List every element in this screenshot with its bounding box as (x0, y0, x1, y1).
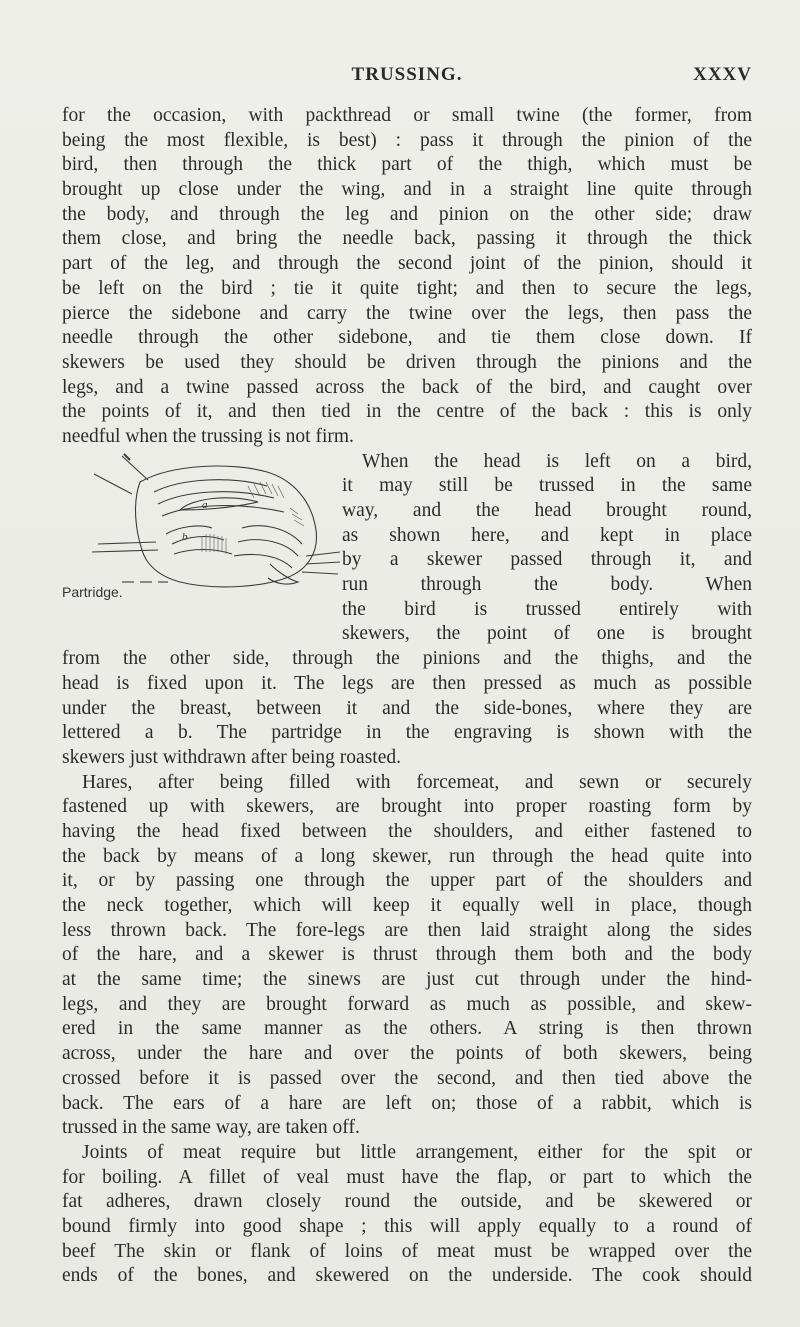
text-line: part of the leg, and through the second joint of the pinion, should it (62, 253, 752, 275)
text-line: Hares, after being filled with forcemeat, and sewn or securely (82, 771, 752, 793)
text-line: back. The ears of a hare are left on; those of a rabbit, which is (62, 1092, 752, 1114)
text-line: at the same time; the sinews are just cut through under the hind- (62, 969, 752, 991)
text-line: bound firmly into good shape ; this will apply equally to a round of (62, 1215, 752, 1237)
text-line: trussed in the same way, are taken off. (62, 1117, 360, 1139)
text-line: it, or by passing one through the upper part of the shoulders and (62, 870, 752, 892)
partridge-engraving (62, 452, 340, 598)
text-line: the back by means of a long skewer, run through the head quite into (62, 845, 752, 867)
text-line: being the most flexible, is best) : pass it through the pinion of the (62, 129, 752, 151)
text-line: the bird is trussed entirely with (342, 598, 752, 620)
text-line: legs, and they are brought forward as much as possible, and skew- (62, 993, 752, 1015)
text-line: crossed before it is passed over the second, and then tied above the (62, 1067, 752, 1089)
text-line: of the hare, and a skewer is thrust through them both and the body (62, 944, 752, 966)
text-line: head is fixed upon it. The legs are then pressed as much as possible (62, 672, 752, 694)
text-line: pierce the sidebone and carry the twine over the legs, then pass the (62, 302, 752, 324)
text-line: beef The skin or flank of loins of meat must be wrapped over the (62, 1240, 752, 1262)
body-text (62, 104, 752, 1289)
text-line: fastened up with skewers, are brought into proper roasting form by (62, 796, 752, 818)
text-line: run through the body. When (342, 574, 752, 596)
leg-letter-b: b (182, 530, 188, 543)
text-line: ends of the bones, and skewered on the underside. The cook should (62, 1265, 752, 1287)
text-line: be left on the bird ; tie it quite tight; and then to secure the legs, (62, 277, 752, 299)
text-line: fat adheres, drawn closely round the outside, and be skewered or (62, 1191, 752, 1213)
text-line: under the breast, between it and the side-bones, where they are (62, 697, 752, 719)
text-line: less thrown back. The fore-legs are then laid straight along the sides (62, 919, 752, 941)
text-line: from the other side, through the pinions and the thighs, and the (62, 648, 752, 670)
text-line: lettered a b. The partridge in the engraving is shown with the (62, 722, 752, 744)
text-line: legs, and a twine passed across the back of the bird, and caught over (62, 376, 752, 398)
wrapped-text (342, 450, 752, 648)
wing-letter-a: a (202, 498, 208, 511)
text-line: When the head is left on a bird, (362, 450, 752, 472)
running-head: TRUSSING. (351, 64, 463, 85)
text-line: for the occasion, with packthread or small twine (the former, from (62, 105, 752, 126)
page-number: XXXV (693, 64, 752, 85)
text-line: brought up close under the wing, and in a straight line quite through (62, 179, 752, 201)
figure-wrap-section (62, 450, 752, 648)
text-line: as shown here, and kept in place (342, 524, 752, 546)
text-line: skewers just withdrawn after being roasted. (62, 746, 401, 768)
text-line: needle through the other sidebone, and tie them close down. If (62, 327, 752, 349)
text-line: bird, then through the thick part of the thigh, which must be (62, 154, 752, 176)
text-line: skewers, the point of one is brought (342, 623, 752, 645)
text-line: the body, and through the leg and pinion on the other side; draw (62, 203, 752, 225)
text-line: it may still be trussed in the same (342, 475, 752, 497)
text-line: the points of it, and then tied in the centre of the back : this is only (62, 401, 752, 423)
text-line: Joints of meat require but little arrangement, either for the spit or (82, 1141, 752, 1163)
text-line: ered in the same manner as the others. A string is then thrown (62, 1018, 752, 1040)
text-line: by a skewer passed through it, and (342, 549, 752, 571)
text-line: across, under the hare and over the points of both skewers, being (62, 1043, 752, 1065)
text-line: them close, and bring the needle back, passing it through the thick (62, 228, 752, 250)
page-header (62, 64, 752, 88)
text-line: the neck together, which will keep it equally well in place, though (62, 895, 752, 916)
text-line: skewers be used they should be driven through the pinions and the (62, 351, 752, 373)
text-line: having the head fixed between the shoulders, and either fastened to (62, 820, 752, 842)
partridge-figure (62, 452, 340, 598)
text-line: way, and the head brought round, (342, 500, 752, 521)
text-line: needful when the trussing is not firm. (62, 425, 354, 447)
figure-caption: Partridge. (62, 583, 123, 600)
text-line: for boiling. A fillet of veal must have the flap, or part to which the (62, 1166, 752, 1188)
